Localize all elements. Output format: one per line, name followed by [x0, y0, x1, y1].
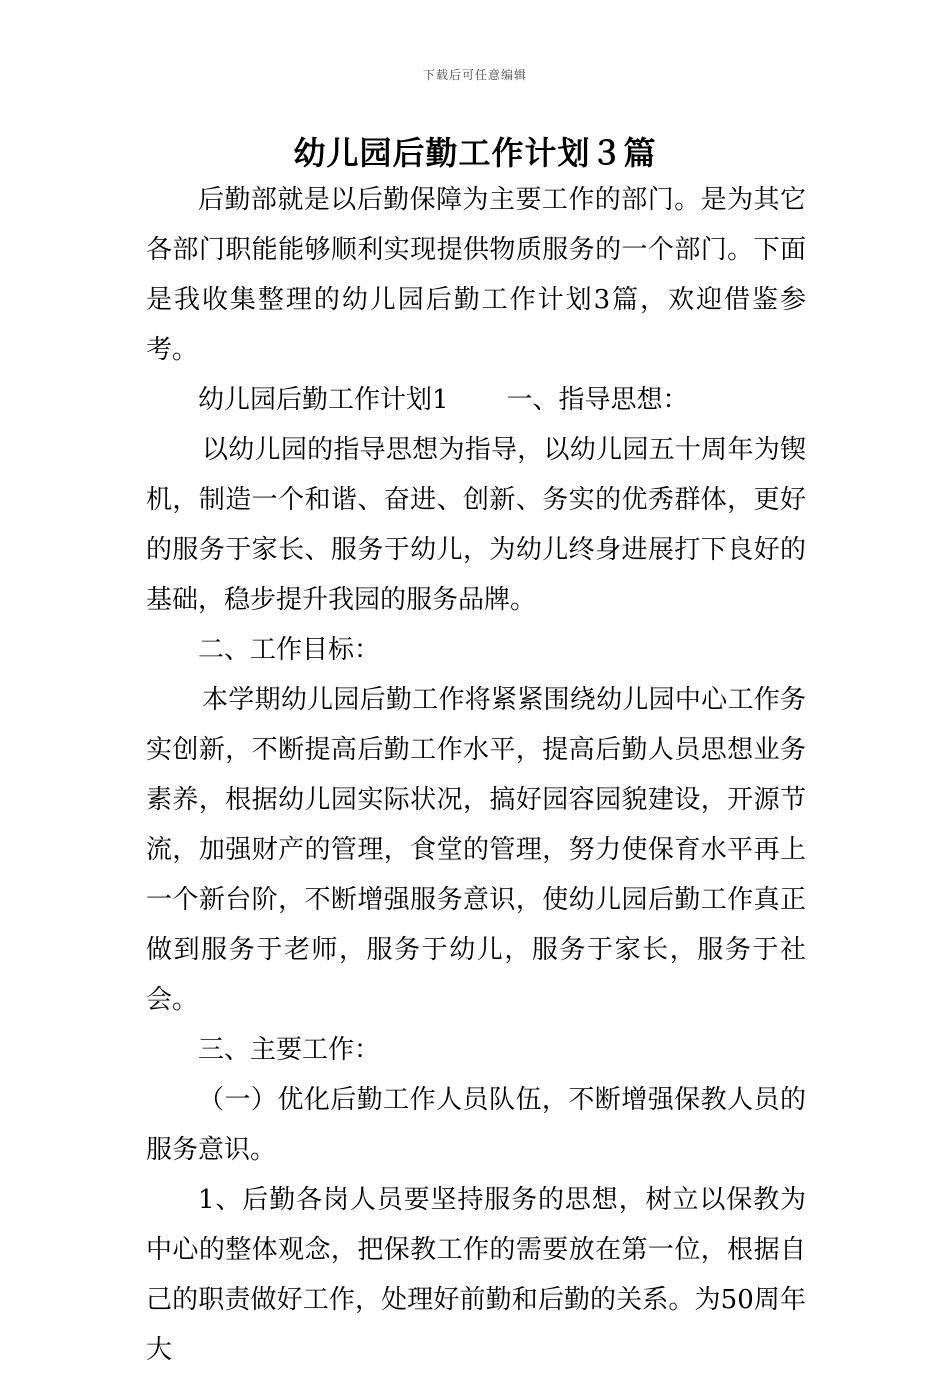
- section1-paragraph: 以幼儿园的指导思想为指导，以幼儿园五十周年为锲机，制造一个和谐、奋进、创新、务实的优秀群体，更好的服务于家长、服务于幼儿，为幼儿终身进展打下良好的基础，稳步提升我园的服务品牌。: [146, 435, 806, 615]
- section2-paragraph: 本学期幼儿园后勤工作将紧紧围绕幼儿园中心工作务实创新，不断提高后勤工作水平，提高后勤人员思想业务素养，根据幼儿园实际状况，搞好园容园貌建设，开源节流，加强财产的管理，食堂的管理，努力使保育水平再上一个新台阶，不断增强服务意识，使幼儿园后勤工作真正做到服务于老师，服务于幼儿，服务于家长，服务于社会。: [146, 685, 806, 1015]
- section1-heading: 一、指导思想：: [506, 385, 689, 415]
- intro-paragraph: 后勤部就是以后勤保障为主要工作的部门。是为其它各部门职能能够顺利实现提供物质服务的一个部门。下面是我收集整理的幼儿园后勤工作计划3篇，欢迎借鉴参考。: [146, 185, 806, 365]
- page-title: 幼儿园后勤工作计划３篇: [293, 134, 657, 172]
- header-note: 下载后可任意编辑: [422, 68, 527, 82]
- section3-heading: 三、主要工作：: [198, 1035, 381, 1065]
- plan-heading-line: [146, 375, 806, 425]
- document-body: [146, 175, 806, 1375]
- subsection1-paragraph: （一）优化后勤工作人员队伍，不断增强保教人员的服务意识。: [146, 1085, 806, 1165]
- plan-label: 幼儿园后勤工作计划1: [198, 385, 449, 415]
- item1-paragraph: 1、后勤各岗人员要坚持服务的思想，树立以保教为中心的整体观念，把保教工作的需要放在第一位，根据自己的职责做好工作，处理好前勤和后勤的关系。为50周年大: [146, 1185, 806, 1365]
- section2-heading: 二、工作目标：: [198, 635, 381, 665]
